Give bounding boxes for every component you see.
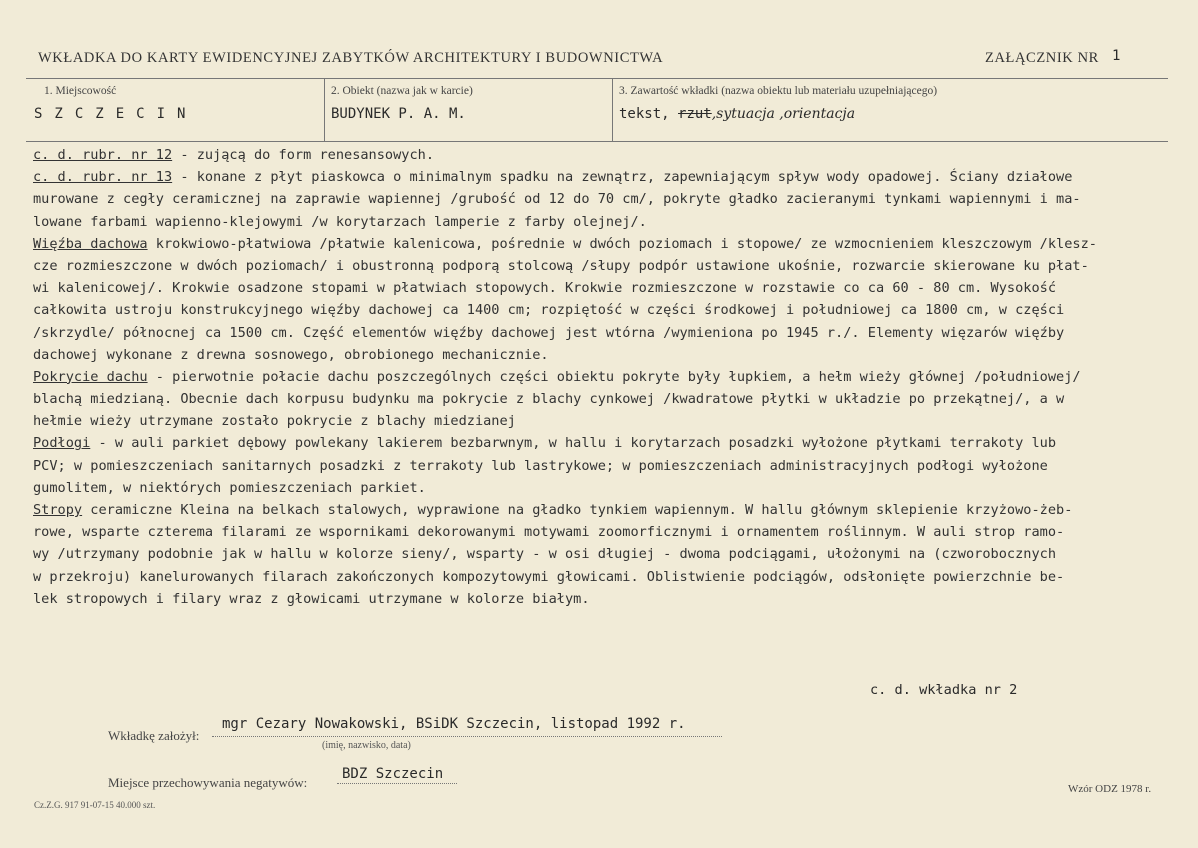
- founder-hint: (imię, nazwisko, data): [322, 740, 411, 751]
- negatives-value: BDZ Szczecin: [342, 766, 444, 782]
- print-info: Cz.Z.G. 917 91-07-15 40.000 szt.: [34, 800, 156, 810]
- paragraph-line: Pokrycie dachu - pierwotnie połacie dachu poszczególnych części obiektu pokryte były łupkiem, a hełm wieży głównej /południowej/: [33, 368, 1081, 385]
- negatives-label: Miejsce przechowywania negatywów:: [108, 775, 308, 790]
- section-heading: c. d. rubr. nr 12: [33, 147, 173, 163]
- object-value: BUDYNEK P. A. M.: [331, 106, 466, 122]
- contents-struck: rzut: [678, 106, 712, 122]
- section-heading: Podłogi: [33, 435, 91, 452]
- attachment-label: ZAŁĄCZNIK NR: [985, 50, 1099, 66]
- contents-typed: tekst,: [619, 106, 670, 122]
- paragraph-line: w przekroju) kanelurowanych filarach zakończonych kompozytowymi głowicami. Oblistwienie podciągów, odsłonięte powierzchnie be-: [33, 568, 1065, 585]
- header-fields-table: [26, 78, 1168, 142]
- paragraph-line: rowe, wsparte czterema filarami ze wspornikami dekorowanymi motywami zoomorficznymi i ornamentem roślinnym. W auli strop ramo-: [33, 524, 1065, 541]
- founder-dotted-line: [212, 736, 722, 737]
- object-cell: [324, 79, 613, 141]
- section-heading: Więźba dachowa: [33, 235, 148, 252]
- paragraph-line: murowane z cegły ceramicznej na zaprawie wapiennej /grubość od 12 do 70 cm/, pokryte gładko zacieranymi tynkami wapiennymi i ma-: [33, 191, 1081, 208]
- contents-label: 3. Zawartość wkładki (nazwa obiektu lub materiału uzupełniającego): [619, 85, 938, 97]
- attachment-number: 1: [1112, 48, 1121, 64]
- location-label: 1. Miejscowość: [44, 85, 117, 97]
- continued-note: c. d. wkładka nr 2: [870, 682, 1018, 698]
- paragraph-line: hełmie wieży utrzymane zostało pokrycie z blachy miedzianej: [33, 413, 516, 430]
- section-heading: c. d. rubr. nr 13: [33, 169, 173, 186]
- location-value: SZCZECIN: [34, 106, 198, 122]
- contents-cell: [612, 79, 1169, 141]
- paragraph-line: gumolitem, w niektórych pomieszczeniach parkiet.: [33, 479, 426, 496]
- paragraph-line: PCV; w pomieszczeniach sanitarnych posadzki z terrakoty lub lastrykowe; w pomieszczeniach administracyjnych podłogi wyłożone: [33, 457, 1048, 474]
- location-cell: [26, 79, 324, 141]
- paragraph-line: /skrzydle/ północnej ca 1500 cm. Część elementów więźby dachowej jest wtórna /wymieniona po 1945 r./. Elementy więzarów więźby: [33, 324, 1065, 341]
- paragraph-line: Podłogi - w auli parkiet dębowy powlekany lakierem bezbarwnym, w hallu i korytarzach posadzki wyłożone płytkami terrakoty lub: [33, 435, 1057, 452]
- object-label: 2. Obiekt (nazwa jak w karcie): [331, 85, 473, 97]
- paragraph-line: cze rozmieszczone w dwóch poziomach/ i obustronną podporą stolcową /słupy podpór ustawione ukośnie, rozwarcie skierowane ku płat-: [33, 257, 1089, 274]
- contents-handwritten: ,sytuacja ,orientacja: [711, 106, 856, 122]
- paragraph-line: całkowita ustroju konstrukcyjnego więźby dachowej ca 1400 cm; rozpiętość w części środkowej i południowej ca 1800 cm, w części: [33, 302, 1065, 319]
- founder-label: Wkładkę założył:: [108, 728, 200, 743]
- paragraph-line: c. d. rubr. nr 12 - zującą do form renesansowych.: [33, 147, 435, 163]
- paragraph-line: blachą miedzianą. Obecnie dach korpusu budynku ma pokrycie z blachy cynkowej /kwadratowe płytki w układzie po przekątnej/, a w: [33, 391, 1065, 408]
- section-heading: Stropy: [33, 502, 83, 518]
- form-title: WKŁADKA DO KARTY EWIDENCYJNEJ ZABYTKÓW ARCHITEKTURY I BUDOWNICTWA: [38, 50, 664, 66]
- negatives-dotted-line: [337, 783, 457, 784]
- paragraph-line: wi kalenicowej/. Krokwie osadzone stopami w płatwiach stopowych. Krokwie rozmieszczone w rozstawie co ca 60 - 80 cm. Wysokość: [33, 280, 1057, 297]
- body-text: [33, 144, 1168, 610]
- paragraph-line: dachowej wykonane z drewna sosnowego, obrobionego mechanicznie.: [33, 346, 549, 363]
- paragraph-line: wy /utrzymany podobnie jak w hallu w kolorze sieny/, wsparty - w osi długiej - dwoma podciągami, ułożonymi na (czworobocznych: [33, 546, 1057, 563]
- form-template: Wzór ODZ 1978 r.: [1068, 783, 1152, 795]
- contents-value: [619, 106, 855, 122]
- paragraph-line: Stropy ceramiczne Kleina na belkach stalowych, wyprawione na gładko tynkiem wapiennym. W hallu głównym sklepienie krzyżowo-żeb-: [33, 502, 1073, 518]
- paragraph-line: Więźba dachowa krokwiowo-płatwiowa /płatwie kalenicowa, pośrednie w dwóch poziomach i stopowe/ ze wzmocnieniem kleszczowym /klesz-: [33, 235, 1097, 252]
- section-heading: Pokrycie dachu: [33, 368, 148, 385]
- paragraph-line: lowane farbami wapienno-klejowymi /w korytarzach lamperie z farby olejnej/.: [33, 213, 647, 230]
- paragraph-line: lek stropowych i filary wraz z głowicami utrzymane w kolorze białym.: [33, 590, 590, 607]
- paragraph-line: c. d. rubr. nr 13 - konane z płyt piaskowca o minimalnym spadku na zewnątrz, zapewniającym spływ wody opadowej. Ściany działowe: [33, 169, 1073, 186]
- founder-value: mgr Cezary Nowakowski, BSiDK Szczecin, listopad 1992 r.: [222, 716, 686, 732]
